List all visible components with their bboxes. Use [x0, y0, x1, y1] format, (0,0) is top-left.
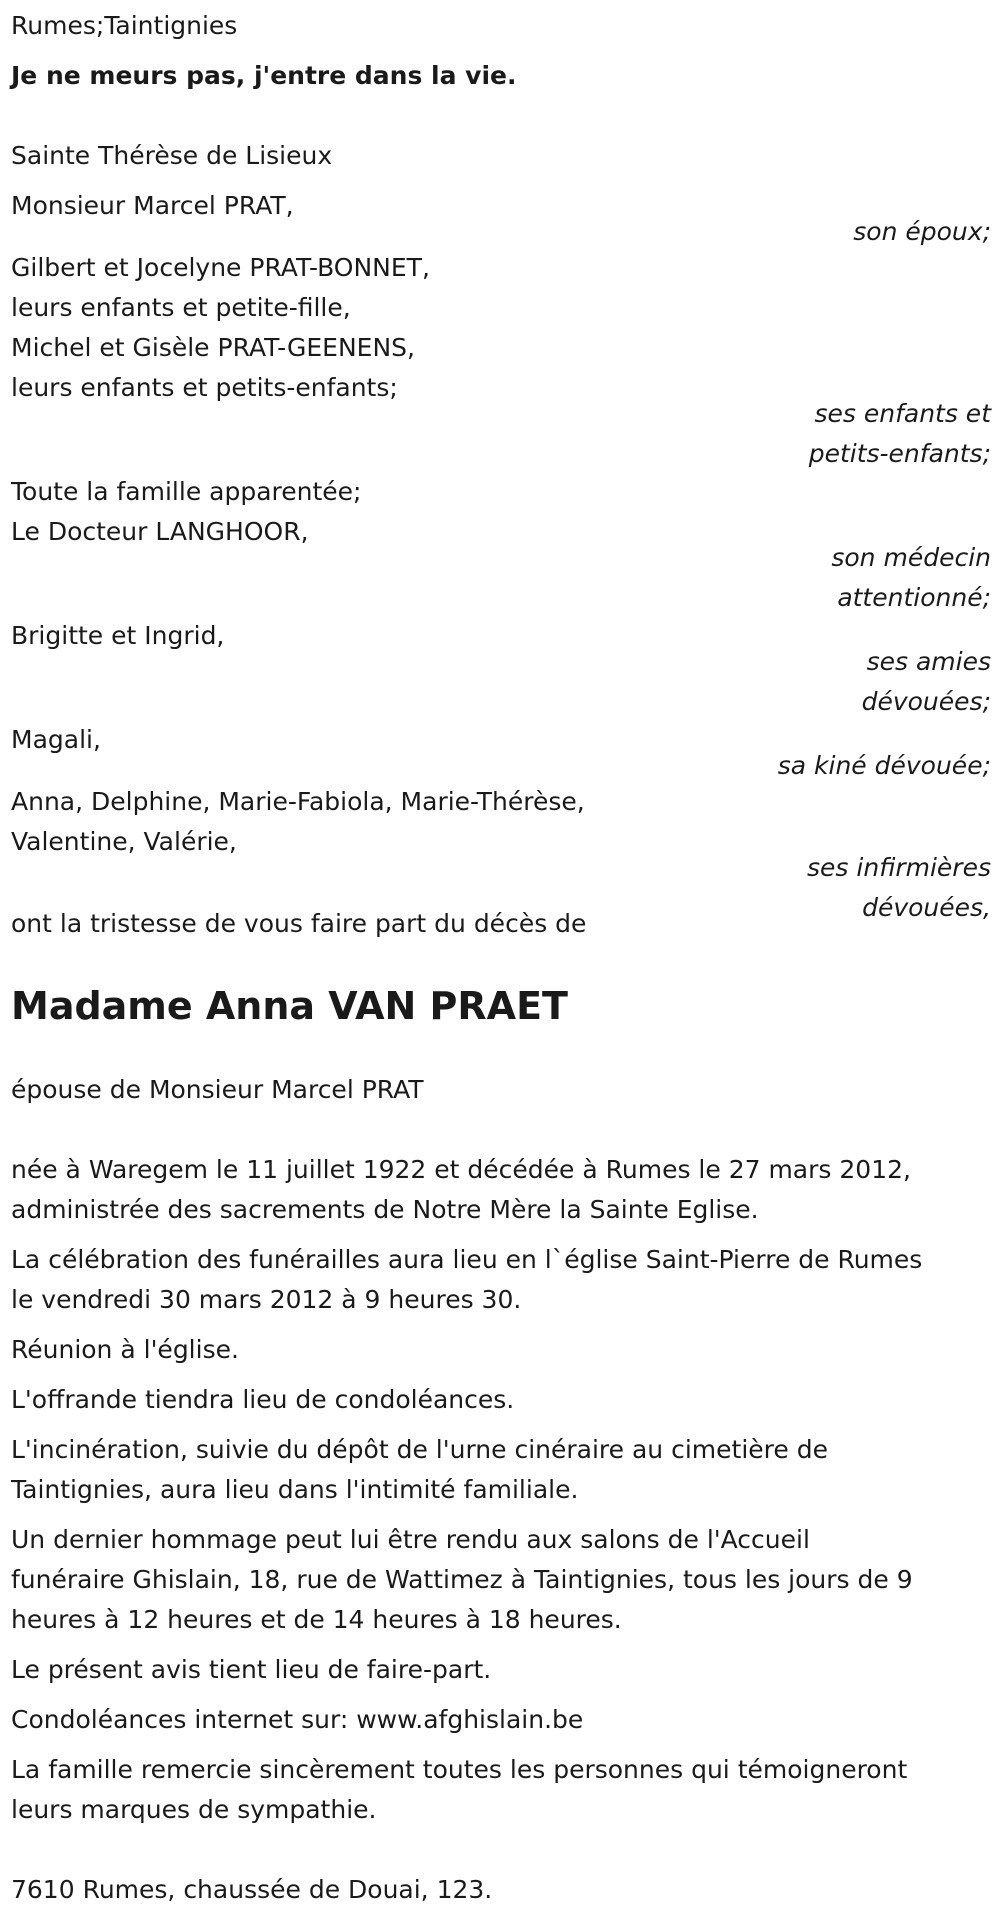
- detail-line: Réunion à l'église.: [11, 1335, 239, 1364]
- mourner-line: leurs enfants et petits-enfants;: [11, 373, 398, 402]
- mourner-line: Gilbert et Jocelyne PRAT-BONNET,: [11, 253, 430, 282]
- mourner-line: Magali,: [11, 725, 101, 754]
- quote-author: Sainte Thérèse de Lisieux: [11, 141, 333, 170]
- detail-line: leurs marques de sympathie.: [11, 1795, 377, 1824]
- detail-line: L'offrande tiendra lieu de condoléances.: [11, 1385, 515, 1414]
- spouse-line: épouse de Monsieur Marcel PRAT: [11, 1075, 424, 1104]
- quote: Je ne meurs pas, j'entre dans la vie.: [11, 61, 517, 90]
- mourner-line: leurs enfants et petite-fille,: [11, 293, 351, 322]
- mourner-role: dévouées;: [861, 687, 991, 716]
- mourner-role: attentionné;: [837, 583, 991, 612]
- mourner-line: Toute la famille apparentée;: [11, 477, 362, 506]
- detail-line: née à Waregem le 11 juillet 1922 et décédée à Rumes le 27 mars 2012,: [11, 1155, 911, 1184]
- detail-line: La famille remercie sincèrement toutes les personnes qui témoigneront: [11, 1755, 908, 1784]
- detail-line: La célébration des funérailles aura lieu en l`église Saint-Pierre de Rumes: [11, 1245, 923, 1274]
- detail-line: Le présent avis tient lieu de faire-part.: [11, 1655, 492, 1684]
- mourner-role: son époux;: [853, 217, 991, 246]
- mourner-line: Monsieur Marcel PRAT,: [11, 191, 294, 220]
- detail-line: funéraire Ghislain, 18, rue de Wattimez à Taintignies, tous les jours de 9: [11, 1565, 913, 1594]
- location-header: Rumes;Taintignies: [11, 11, 238, 40]
- mourner-role: dévouées,: [862, 893, 991, 922]
- mourner-line: Anna, Delphine, Marie-Fabiola, Marie-Thérèse,: [11, 787, 585, 816]
- mourner-role: petits-enfants;: [808, 439, 991, 468]
- mourner-role: sa kiné dévouée;: [777, 751, 991, 780]
- mourner-line: Brigitte et Ingrid,: [11, 621, 225, 650]
- detail-line: Taintignies, aura lieu dans l'intimité familiale.: [11, 1475, 579, 1504]
- mourner-line: Michel et Gisèle PRAT-GEENENS,: [11, 333, 415, 362]
- address: 7610 Rumes, chaussée de Douai, 123.: [11, 1875, 493, 1904]
- detail-line: heures à 12 heures et de 14 heures à 18 heures.: [11, 1605, 622, 1634]
- mourner-role: son médecin: [831, 543, 991, 572]
- mourner-role: ses infirmières: [807, 853, 991, 882]
- detail-line: administrée des sacrements de Notre Mère la Sainte Eglise.: [11, 1195, 759, 1224]
- mourner-role: ses enfants et: [814, 399, 991, 428]
- announcement: ont la tristesse de vous faire part du décès de: [11, 909, 587, 938]
- mourner-line: Le Docteur LANGHOOR,: [11, 517, 309, 546]
- mourner-line: Valentine, Valérie,: [11, 827, 237, 856]
- mourner-role: ses amies: [866, 647, 991, 676]
- detail-line: Un dernier hommage peut lui être rendu aux salons de l'Accueil: [11, 1525, 810, 1554]
- detail-line: Condoléances internet sur: www.afghislain.be: [11, 1705, 584, 1734]
- detail-line: L'incinération, suivie du dépôt de l'urne cinéraire au cimetière de: [11, 1435, 828, 1464]
- deceased-name: Madame Anna VAN PRAET: [11, 984, 568, 1028]
- detail-line: le vendredi 30 mars 2012 à 9 heures 30.: [11, 1285, 522, 1314]
